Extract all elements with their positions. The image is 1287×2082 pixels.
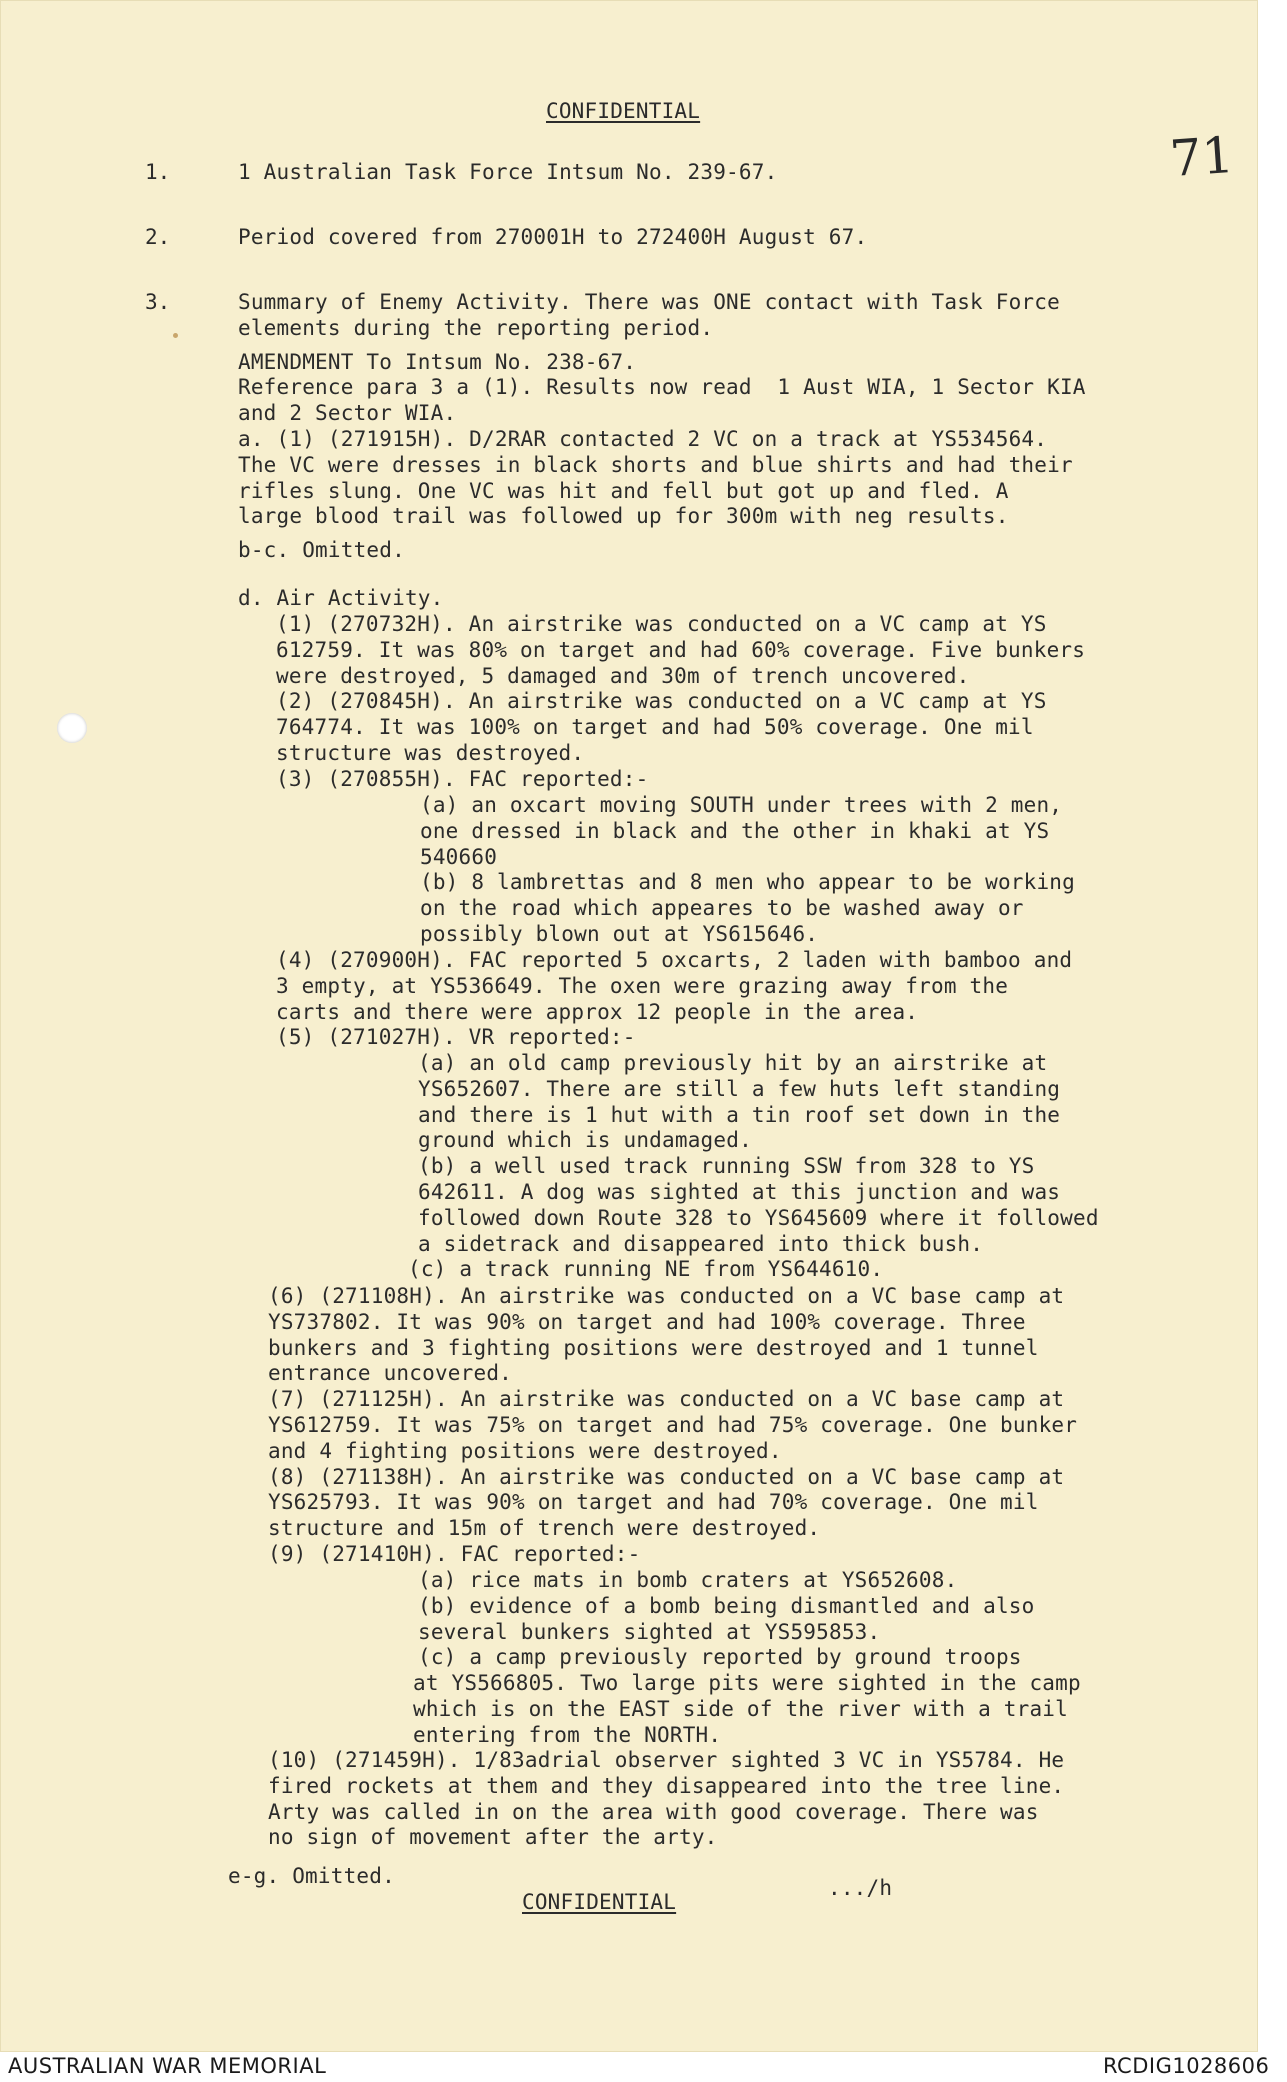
text-line: b-c. Omitted. bbox=[238, 538, 405, 563]
text-line: (5) (271027H). VR reported:- bbox=[276, 1025, 636, 1050]
text-line: and there is 1 hut with a tin roof set down in the bbox=[418, 1102, 1061, 1127]
para-2-text: Period covered from 270001H to 272400H August 67. bbox=[238, 225, 868, 249]
text-line: (b) a well used track running SSW from 328 to YS bbox=[418, 1154, 1035, 1179]
text-line: YS612759. It was 75% on target and had 75% coverage. One bunker bbox=[268, 1412, 1078, 1437]
air-activity-block-1 bbox=[276, 612, 1085, 793]
text-line: were destroyed, 5 damaged and 30m of trench uncovered. bbox=[276, 663, 970, 688]
text-line: and 4 fighting positions were destroyed. bbox=[268, 1438, 782, 1463]
text-line: (b) 8 lambrettas and 8 men who appear to be working bbox=[420, 870, 1075, 895]
institution-label: AUSTRALIAN WAR MEMORIAL bbox=[8, 2054, 327, 2078]
text-line: ground which is undamaged. bbox=[418, 1128, 752, 1153]
text-line: which is on the EAST side of the river with a trail bbox=[413, 1696, 1068, 1721]
classification-header: CONFIDENTIAL bbox=[546, 99, 701, 123]
punch-hole bbox=[57, 713, 87, 743]
text-line: carts and there were approx 12 people in the area. bbox=[276, 999, 919, 1024]
text-line: 612759. It was 80% on target and had 60% coverage. Five bunkers bbox=[276, 637, 1086, 662]
text-line: a. (1) (271915H). D/2RAR contacted 2 VC on a track at YS534564. bbox=[238, 426, 1048, 451]
text-line: 642611. A dog was sighted at this junction and was bbox=[418, 1179, 1061, 1204]
text-line: (a) rice mats in bomb craters at YS652608. bbox=[418, 1568, 958, 1592]
text-line: (2) (270845H). An airstrike was conducted on a VC camp at YS bbox=[276, 689, 1047, 714]
text-line: Arty was called in on the area with good coverage. There was bbox=[268, 1799, 1039, 1824]
text-line: and 2 Sector WIA. bbox=[238, 401, 457, 426]
enemy-activity-summary bbox=[238, 290, 1086, 564]
text-line: (c) a camp previously reported by ground troops bbox=[418, 1645, 1022, 1670]
text-line: 3 empty, at YS536649. The oxen were grazing away from the bbox=[276, 973, 1009, 998]
air-activity-block-6 bbox=[413, 1568, 1081, 1749]
text-line: YS625793. It was 90% on target and had 70% coverage. One mil bbox=[268, 1490, 1039, 1515]
paper-stain bbox=[173, 333, 178, 338]
text-line: (c) a track running NE from YS644610. bbox=[408, 1257, 884, 1282]
air-activity-heading: d. Air Activity. bbox=[238, 586, 444, 610]
para-1-number: 1. bbox=[145, 160, 171, 184]
text-line: (9) (271410H). FAC reported:- bbox=[268, 1541, 641, 1566]
classification-footer: CONFIDENTIAL bbox=[522, 1890, 677, 1914]
text-line: possibly blown out at YS615646. bbox=[420, 921, 819, 946]
text-line: Reference para 3 a (1). Results now read 1 Aust WIA, 1 Sector KIA bbox=[238, 375, 1086, 400]
text-line: entering from the NORTH. bbox=[413, 1722, 722, 1747]
text-line: The VC were dresses in black shorts and blue shirts and had their bbox=[238, 452, 1073, 477]
text-line: AMENDMENT To Intsum No. 238-67. bbox=[238, 349, 637, 374]
text-line: (3) (270855H). FAC reported:- bbox=[276, 766, 649, 791]
omitted-note: e-g. Omitted. bbox=[228, 1864, 395, 1888]
text-line: (a) an oxcart moving SOUTH under trees with 2 men, bbox=[420, 793, 1063, 817]
text-line: Summary of Enemy Activity. There was ONE contact with Task Force bbox=[238, 290, 1060, 314]
text-line: (10) (271459H). 1/83adrial observer sighted 3 VC in YS5784. He bbox=[268, 1748, 1065, 1772]
air-activity-block-2 bbox=[420, 793, 1075, 948]
text-line: a sidetrack and disappeared into thick bush. bbox=[418, 1231, 984, 1256]
text-line: (7) (271125H). An airstrike was conducted on a VC base camp at bbox=[268, 1387, 1065, 1412]
text-line: at YS566805. Two large pits were sighted in the camp bbox=[413, 1671, 1081, 1696]
air-activity-block-5 bbox=[268, 1284, 1077, 1568]
text-line: 764774. It was 100% on target and had 50% coverage. One mil bbox=[276, 715, 1034, 740]
para-3-number: 3. bbox=[145, 290, 171, 314]
para-2-number: 2. bbox=[145, 225, 171, 249]
air-activity-block-7 bbox=[268, 1748, 1064, 1851]
text-line: structure was destroyed. bbox=[276, 740, 585, 765]
continuation-mark: .../h bbox=[828, 1876, 893, 1900]
text-line: YS737802. It was 90% on target and had 100% coverage. Three bbox=[268, 1309, 1026, 1334]
air-activity-block-4 bbox=[408, 1051, 1099, 1283]
text-line: no sign of movement after the arty. bbox=[268, 1825, 718, 1850]
text-line: (1) (270732H). An airstrike was conducted on a VC camp at YS bbox=[276, 612, 1047, 636]
text-line: 540660 bbox=[420, 844, 498, 869]
text-line: several bunkers sighted at YS595853. bbox=[418, 1619, 881, 1644]
text-line: entrance uncovered. bbox=[268, 1361, 513, 1386]
text-line: large blood trail was followed up for 300m with neg results. bbox=[238, 504, 1009, 529]
para-1-text: 1 Australian Task Force Intsum No. 239-67. bbox=[238, 160, 778, 184]
text-line: followed down Route 328 to YS645609 where it followed bbox=[418, 1205, 1099, 1230]
air-activity-block-3 bbox=[276, 948, 1072, 1051]
text-line: on the road which appeares to be washed away or bbox=[420, 896, 1024, 921]
text-line: (6) (271108H). An airstrike was conducted on a VC base camp at bbox=[268, 1284, 1065, 1308]
record-id: RCDIG1028606 bbox=[1103, 2054, 1270, 2078]
text-line: (a) an old camp previously hit by an airstrike at bbox=[418, 1051, 1048, 1075]
text-line: one dressed in black and the other in khaki at YS bbox=[420, 818, 1050, 843]
text-line: structure and 15m of trench were destroyed. bbox=[268, 1516, 821, 1541]
text-line: fired rockets at them and they disappeared into the tree line. bbox=[268, 1773, 1065, 1798]
text-line: (4) (270900H). FAC reported 5 oxcarts, 2 laden with bamboo and bbox=[276, 948, 1073, 972]
text-line: (8) (271138H). An airstrike was conducted on a VC base camp at bbox=[268, 1464, 1065, 1489]
text-line: YS652607. There are still a few huts left standing bbox=[418, 1076, 1061, 1101]
handwritten-page-number: 71 bbox=[1168, 125, 1236, 189]
text-line: rifles slung. One VC was hit and fell but got up and fled. A bbox=[238, 478, 1009, 503]
text-line: bunkers and 3 fighting positions were destroyed and 1 tunnel bbox=[268, 1335, 1039, 1360]
text-line: elements during the reporting period. bbox=[238, 315, 714, 340]
text-line: (b) evidence of a bomb being dismantled and also bbox=[418, 1593, 1035, 1618]
